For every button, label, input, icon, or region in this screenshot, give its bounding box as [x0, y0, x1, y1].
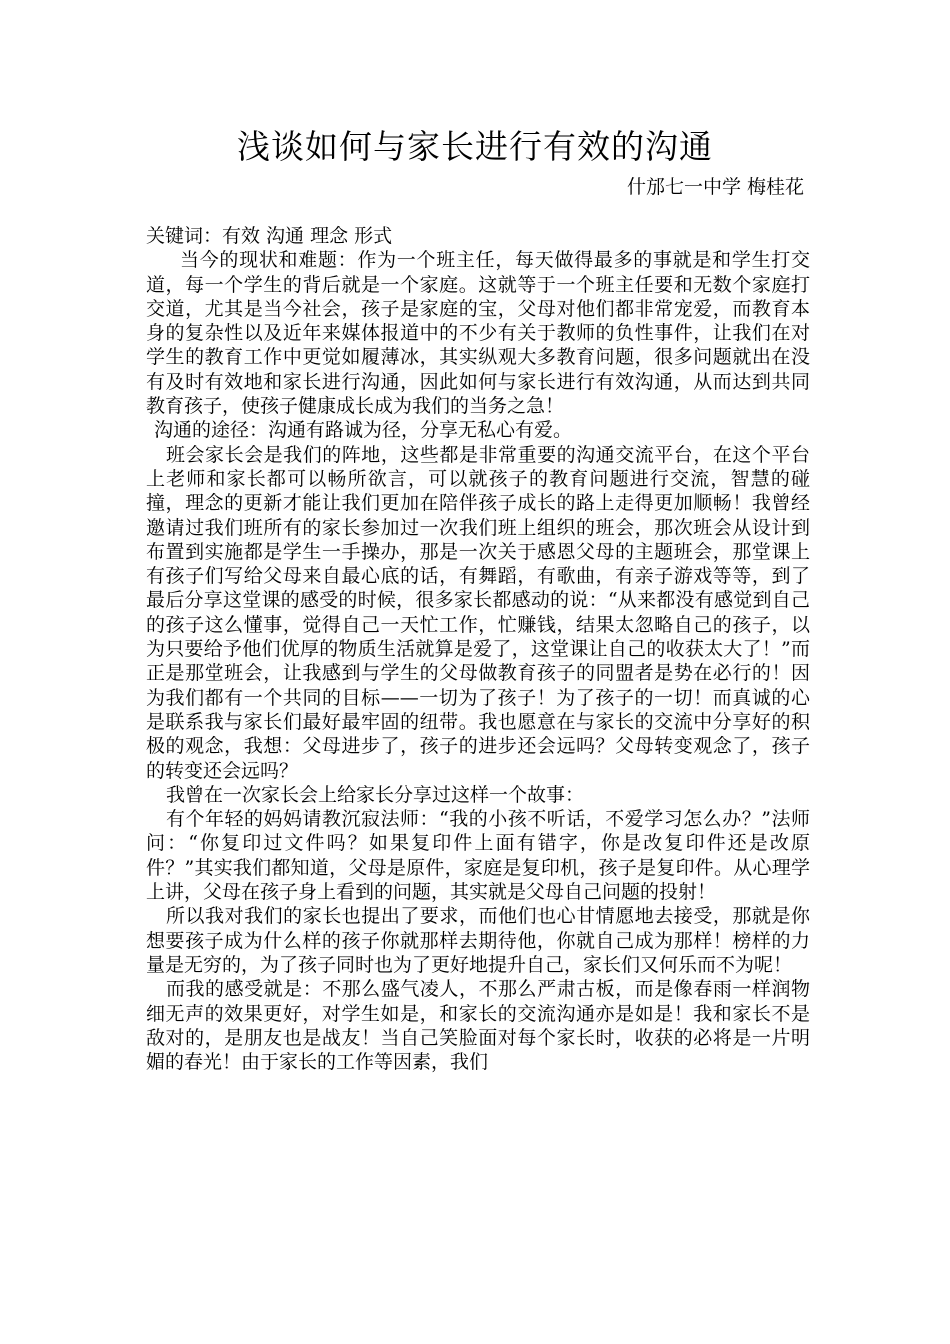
keywords-line: 关键词：有效 沟通 理念 形式 — [146, 225, 393, 247]
paragraph-communication-approach: 沟通的途径：沟通有路诚为径，分享无私心有爱。 — [154, 419, 573, 442]
document-body — [146, 224, 810, 1074]
author-line: 什邡七一中学 梅桂花 — [626, 176, 804, 198]
paragraph-author-feeling: 而我的感受就是：不那么盛气凌人，不那么严肃古板，而是像春雨一样润物细无声的效果更好，对学生如是，和家长的交流沟通亦是如是！我和家长不是敌对的，是朋友也是战友！当自己笑脸面对每个家长时，收获的必将是一片明媚的春光！由于家长的工作等因素，我们 — [146, 978, 810, 1074]
paragraph-story-intro: 我曾在一次家长会上给家长分享过这样一个故事： — [166, 783, 585, 806]
paragraph-master-story: 有个年轻的妈妈请教沉寂法师：“我的小孩不听话，不爱学习怎么办？”法师问：“你复印过文件吗？如果复印件上面有错字，你是改复印件还是改原件？”其实我们都知道，父母是原件，家庭是复印机，孩子是复印件。从心理学上讲，父母在孩子身上看到的问题，其实就是父母自己问题的投射！ — [146, 808, 810, 904]
document-title: 浅谈如何与家长进行有效的沟通 — [237, 127, 713, 166]
paragraph-parent-requirement: 所以我对我们的家长也提出了要求，而他们也心甘情愿地去接受，那就是你想要孩子成为什么样的孩子你就那样去期待他，你就自己成为那样！榜样的力量是无穷的，为了孩子同时也为了更好地提升自己，家长们又何乐而不为呢！ — [146, 905, 810, 976]
paragraph-class-meeting: 班会家长会是我们的阵地，这些都是非常重要的沟通交流平台，在这个平台上老师和家长都可以畅所欲言，可以就孩子的教育问题进行交流，智慧的碰撞，理念的更新才能让我们更加在陪伴孩子成长的路上走得更加顺畅！我曾经邀请过我们班所有的家长参加过一次我们班上组织的班会，那次班会从设计到布置到实施都是学生一手操办，那是一次关于感恩父母的主题班会，那堂课上有孩子们写给父母来自最心底的话，有舞蹈，有歌曲，有亲子游戏等等，到了最后分享这堂课的感受的时候，很多家长都感动的说：“从来都没有感觉到自己的孩子这么懂事，觉得自己一天忙工作，忙赚钱，结果太忽略自己的孩子，以为只要给予他们优厚的物质生活就算是爱了，这堂课让自己的收获太大了！”而正是那堂班会，让我感到与学生的父母做教育孩子的同盟者是势在必行的！因为我们都有一个共同的目标——一切为了孩子！为了孩子的一切！而真诚的心是联系我与家长们最好最牢固的纽带。我也愿意在与家长的交流中分享好的积极的观念，我想：父母进步了，孩子的进步还会远吗？父母转变观念了，孩子的转变还会远吗？ — [146, 443, 810, 782]
paragraph-current-situation: 当今的现状和难题：作为一个班主任，每天做得最多的事就是和学生打交道，每一个学生的背后就是一个家庭。这就等于一个班主任要和无数个家庭打交道，尤其是当今社会，孩子是家庭的宝，父母对他们都非常宠爱，而教育本身的复杂性以及近年来媒体报道中的不少有关于教师的负性事件，让我们在对学生的教育工作中更觉如履薄冰，其实纵观大多教育问题，很多问题就出在没有及时有效地和家长进行沟通，因此如何与家长进行有效沟通，从而达到共同教育孩子，使孩子健康成长成为我们的当务之急！ — [146, 249, 810, 418]
